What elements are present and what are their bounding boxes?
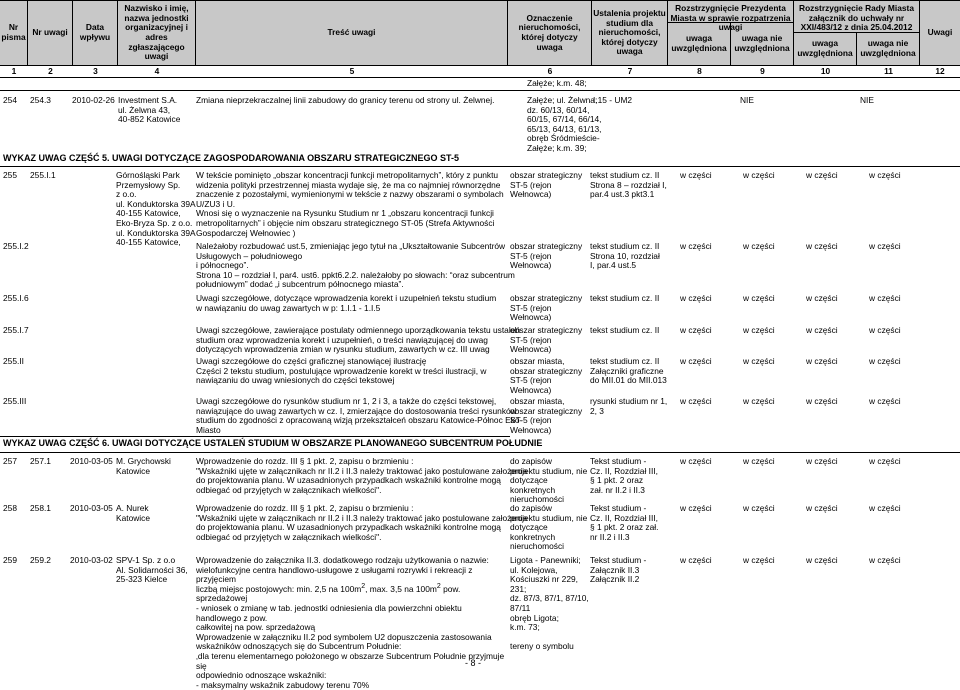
row255-2-rada-uwzgl: w części	[806, 241, 838, 251]
row255-II-prez-nieuwzgl: w części	[743, 356, 775, 366]
col-header-prez-nieuwzgl: uwaga nie uwzględniona	[731, 23, 794, 65]
row258-zglaszajacy: A. Nurek Katowice	[116, 503, 150, 523]
row255-rada-nieuwzgl: w części	[869, 170, 901, 180]
row254-nr-pisma: 254	[3, 95, 17, 105]
row259-sup-1: 2	[361, 582, 366, 590]
row259-nr-uwagi: 259.2	[30, 555, 51, 565]
row-separator	[0, 452, 960, 453]
row259-tresc	[196, 556, 508, 690]
row255-7-nr-uwagi: 255.I.7	[3, 325, 29, 335]
row255-prez-uwzgl: w części	[680, 170, 712, 180]
row255-zglaszajacy: Górnośląski Park Przemysłowy Sp. z o.o. ul. Konduktorska 39A 40-155 Katowice, Eko-Bryza Sp. z o.o. ul. Konduktorska 39A 40-155 Katowice,	[116, 170, 196, 248]
row259-oznaczenie: Ligota - Panewniki; ul. Kolejowa, Kościuszki nr 229, 231; dz. 87/3, 87/1, 87/10, 87/11 obręb Ligota; k.m. 73; tereny o symbolu	[510, 555, 589, 652]
row-separator	[0, 166, 960, 167]
col-num: 5	[349, 66, 355, 76]
row259-prez-nieuwzgl: w części	[743, 555, 775, 565]
col-header-nr-pisma: Nr pisma	[0, 1, 28, 65]
col-num: 2	[48, 66, 53, 76]
row259-ustalenia: Tekst studium - Załącznik II.3 Załącznik II.2	[590, 555, 647, 585]
col-header-rada-uwzgl: uwaga uwzględniona	[794, 33, 857, 65]
row259-sup-2: 2	[436, 582, 441, 590]
row255-6-ustalenia: tekst studium cz. II	[590, 293, 660, 303]
col-num: 12	[935, 66, 945, 76]
row255-7-tresc: Uwagi szczegółowe, zawierające postulaty odmiennego uporządkowania tekstu ustaleń studium oraz wprowadzenia korekt i uzupełnień, o treści nawiązującej do uwag dotyczących wprowadzenia zmian w rysunku studium, zawartych w cz. III uwag	[196, 325, 521, 355]
row255-III-rada-uwzgl: w części	[806, 396, 838, 406]
row255-III-prez-nieuwzgl: w części	[743, 396, 775, 406]
row259-tresc-post: pow. sprzedażowej - wniosek o zmianę w tab. jednostki odniesienia dla powierzchni obiektu handlowego z pow. całkowitej na pow. sprzedażową Wprowadzenie w załączniku II.2 pod symbolem U2 dopuszczenia zastosowania wskaźników odnoszących się do Subcentrum Południe: ‚dla terenu elementarnego położonego w obszarze Subcentrum Południe przyjmuje się odpowiednio odnoszące wskaźniki: - maksymalny wskaźnik zabudowy terenu 70%	[196, 583, 505, 690]
row259-zglaszajacy: SPV-1 Sp. z o.o Al. Solidarności 36, 25-323 Kielce	[116, 555, 188, 585]
row255-7-rada-uwzgl: w części	[806, 325, 838, 335]
col-header-rada: Rozstrzygnięcie Rady Miasta załącznik do uchwały nr XXI/483/12 z dnia 25.04.2012	[794, 1, 920, 33]
row259-data: 2010-03-02	[70, 555, 113, 565]
row255-6-oznaczenie: obszar strategiczny ST-5 (rejon Wełnowca)	[510, 293, 583, 323]
row255-6-prez-nieuwzgl: w części	[743, 293, 775, 303]
row255-6-tresc: Uwagi szczegółowe, dotyczące wprowadzenia korekt i uzupełnień tekstu studium w nawiązaniu do uwag zawartych w p: 1.I.1 - 1.I.5	[196, 293, 497, 313]
table-header	[0, 0, 960, 66]
row255-II-rada-nieuwzgl: w części	[869, 356, 901, 366]
row255-II-oznaczenie: obszar miasta, obszar strategiczny ST-5 (rejon Wełnowca)	[510, 356, 583, 395]
column-number-row	[0, 65, 960, 78]
col-header-ustalenia: Ustalenia projektu studium dla nieruchomości, której dotyczy uwaga	[592, 1, 668, 65]
row255-7-oznaczenie: obszar strategiczny ST-5 (rejon Wełnowca)	[510, 325, 583, 355]
row254-zglaszajacy: Investment S.A. ul. Żelwna 43, 40-852 Katowice	[118, 95, 181, 125]
row255-2-rada-nieuwzgl: w części	[869, 241, 901, 251]
row254-tresc: Zmiana nieprzekraczalnej linii zabudowy do granicy terenu od strony ul. Żelwnej.	[196, 95, 495, 105]
col-header-rada-nieuwzgl: uwaga nie uwzględniona	[857, 33, 920, 65]
row254-nr-uwagi: 254.3	[30, 95, 51, 105]
row258-nr-uwagi: 258.1	[30, 503, 51, 513]
col-header-prez-uwzgl: uwaga uwzględniona	[668, 23, 731, 65]
row255-7-prez-uwzgl: w części	[680, 325, 712, 335]
row255-2-tresc: Należałoby rozbudować ust.5, zmieniając jego tytuł na „Ukształtowanie Subcentrów Usługowych – południowego i północnego”. Strona 10 – rozdział I, par4. ust6. ppkt6.2.2. należałoby po słowach: “oraz subcentrum południowym” dodać „i subcentrum północnego miasta”.	[196, 241, 515, 290]
row255-III-nr-uwagi: 255.III	[3, 396, 27, 406]
row257-ustalenia: Tekst studium - Cz. II, Rozdział III, § 1 pkt. 2 oraz zał. nr II.2 i II.3	[590, 456, 658, 495]
section-heading-6: WYKAZ UWAG CZĘŚĆ 6. UWAGI DOTYCZĄCE USTALEŃ STUDIUM W OBSZARZE PLANOWANEGO SUBCENTRUM POŁUDNIE	[3, 438, 543, 448]
row259-rada-nieuwzgl: w części	[869, 555, 901, 565]
col-num: 7	[627, 66, 633, 76]
row255-III-ustalenia: rysunki studium nr 1, 2, 3	[590, 396, 668, 416]
row254-oznaczenie-top: Załęże; k.m. 48;	[527, 78, 587, 88]
row255-III-rada-nieuwzgl: w części	[869, 396, 901, 406]
page-number: - 8 -	[465, 658, 482, 668]
row255-6-prez-uwzgl: w części	[680, 293, 712, 303]
row255-rada-uwzgl: w części	[806, 170, 838, 180]
row259-rada-uwzgl: w części	[806, 555, 838, 565]
col-num: 8	[697, 66, 702, 76]
row255-II-nr-uwagi: 255.II	[3, 356, 24, 366]
row255-II-ustalenia: tekst studium cz. II Załączniki graficzne do MII.01 do MII.013	[590, 356, 667, 386]
row257-nr-pisma: 257	[3, 456, 17, 466]
row255-2-prez-uwzgl: w części	[680, 241, 712, 251]
row255-7-rada-nieuwzgl: w części	[869, 325, 901, 335]
col-header-oznaczenie: Oznaczenie nieruchomości, której dotyczy uwaga	[508, 1, 592, 65]
row258-rada-nieuwzgl: w części	[869, 503, 901, 513]
row259-prez-uwzgl: w części	[680, 555, 712, 565]
row255-6-rada-uwzgl: w części	[806, 293, 838, 303]
col-header-tresc: Treść uwagi	[196, 1, 508, 65]
col-num: 11	[884, 66, 893, 76]
row255-III-prez-uwzgl: w części	[680, 396, 712, 406]
col-num: 4	[154, 66, 160, 76]
row258-prez-uwzgl: w części	[680, 503, 712, 513]
row254-rada-nie: NIE	[860, 95, 874, 105]
col-header-nr-uwagi: Nr uwagi	[28, 1, 73, 65]
row254-oznaczenie: Załęże; ul. Żelwna; dz. 60/13, 60/14, 60/15, 67/14, 66/14, 65/13, 64/13, 61/13, obręb Śródmieście- Załęże; k.m. 39;	[527, 95, 602, 153]
col-header-data-wplywu: Data wpływu	[73, 1, 118, 65]
row255-tresc: W tekście pominięto „obszar koncentracji funkcji metropolitarnych”, który z punktu widzenia polityki przestrzennej miasta wydaje się, że ma co najmniej równorzędne znaczenie z pozostałymi, wymienionymi w tekście z nazwy obszarami o symbolach U/ZU3 i U. Wnosi się o wyznaczenie na Rysunku Studium nr 1 „obszaru koncentracji funkcji metropolitarnych” i objęcie nim obszaru strategicznego ST-05 (Strefa Aktywności Gospodarczej Wełnowiec )	[196, 170, 504, 238]
row255-prez-nieuwzgl: w części	[743, 170, 775, 180]
row255-III-tresc: Uwagi szczegółowe do rysunków studium nr 1, 2 i 3, a także do części tekstowej, nawiązujące do uwag zawartych w cz. I, zmierzające do dostosowania treści rysunków studium do zgodności z opracowaną wizją przekształceń obszaru Katowice-Północ Eko- Miasto	[196, 396, 523, 435]
row255-oznaczenie: obszar strategiczny ST-5 (rejon Wełnowca)	[510, 170, 583, 200]
row255-II-rada-uwzgl: w części	[806, 356, 838, 366]
row259-tresc-mid: , max. 3,5 na 100m	[365, 583, 437, 594]
row255-7-ustalenia: tekst studium cz. II	[590, 325, 660, 335]
row259-tresc-pre: Wprowadzenie do załącznika II.3. dodatkowego rodzaju użytkowania o nazwie: wielofunkcyjne centra handlowo-usługowe z usługami rozrywki i rekreacji z przyjęciem liczbą miejsc postojowych: min. 2,5 na 100m	[196, 555, 489, 594]
col-header-uwagi: Uwagi	[927, 27, 953, 38]
row-separator	[0, 90, 960, 91]
col-num: 1	[11, 66, 17, 76]
row254-data: 2010-02-26	[72, 95, 115, 105]
row258-oznaczenie: do zapisów projektu studium, nie dotyczące konkretnych nieruchomości	[510, 503, 588, 552]
row255-ustalenia: tekst studium cz. II Strona 8 – rozdział I, par.4 ust.3 pkt3.1	[590, 170, 667, 200]
row257-prez-uwzgl: w części	[680, 456, 712, 466]
row257-prez-nieuwzgl: w części	[743, 456, 775, 466]
col-num: 10	[820, 66, 831, 76]
row254-prez-nie: NIE	[740, 95, 754, 105]
row255-6-nr-uwagi: 255.I.6	[3, 293, 29, 303]
row254-ustalenia: I.15 - UM2	[593, 95, 633, 105]
row258-ustalenia: Tekst studium - Cz. II, Rozdział III, § 1 pkt. 2 oraz zał. nr II.2 i II.3	[590, 503, 659, 542]
col-header-zglaszajacy: Nazwisko i imię, nazwa jednostki organizacyjnej i adres zgłaszającego uwagi	[118, 1, 196, 65]
row258-prez-nieuwzgl: w części	[743, 503, 775, 513]
row255-2-prez-nieuwzgl: w części	[743, 241, 775, 251]
row257-rada-nieuwzgl: w części	[869, 456, 901, 466]
col-num: 3	[93, 66, 98, 76]
row255-2-oznaczenie: obszar strategiczny ST-5 (rejon Wełnowca)	[510, 241, 583, 271]
row255-2-ustalenia: tekst studium cz. II Strona 10, rozdział I, par.4 ust.5	[590, 241, 660, 271]
row-separator	[0, 436, 510, 437]
row258-data: 2010-03-05	[70, 503, 113, 513]
row259-nr-pisma: 259	[3, 555, 17, 565]
row255-III-oznaczenie: obszar miasta, obszar strategiczny ST-5 (rejon Wełnowca)	[510, 396, 583, 435]
row257-tresc: Wprowadzenie do rozdz. III § 1 pkt. 2, zapisu o brzmieniu : "Wskaźniki ujęte w załącznikach nr II.2 i II.3 należy traktować jako postulowane założenia do projektowania planu. W uzasadnionych przypadkach wskaźniki kontrolne mogą odbiegać od przyjętych w załącznikach wielkości".	[196, 456, 528, 495]
row255-II-tresc: Uwagi szczegółowe do części graficznej stanowiącej ilustrację Części 2 tekstu studium, postulujące wprowadzenie korekt w treści ilustracji, w nawiązaniu do uwag wniesionych do części tekstowej	[196, 356, 487, 386]
row257-data: 2010-03-05	[70, 456, 113, 466]
row258-nr-pisma: 258	[3, 503, 17, 513]
row255-nr-uwagi: 255.I.1	[30, 170, 56, 180]
row255-6-rada-nieuwzgl: w części	[869, 293, 901, 303]
section-heading-5: WYKAZ UWAG CZĘŚĆ 5. UWAGI DOTYCZĄCE ZAGOSPODAROWANIA OBSZARU STRATEGICZNEGO ST-5	[3, 153, 460, 163]
row258-rada-uwzgl: w części	[806, 503, 838, 513]
col-num: 6	[547, 66, 553, 76]
col-header-prezydent: Rozstrzygnięcie Prezydenta Miasta w sprawie rozpatrzenia uwagi	[668, 1, 794, 23]
row257-rada-uwzgl: w części	[806, 456, 838, 466]
row257-nr-uwagi: 257.1	[30, 456, 51, 466]
col-num: 9	[760, 66, 765, 76]
row255-2-nr-uwagi: 255.I.2	[3, 241, 29, 251]
row257-oznaczenie: do zapisów projektu studium, nie dotyczące konkretnych nieruchomości	[510, 456, 588, 505]
row257-zglaszajacy: M. Grychowski Katowice	[116, 456, 171, 476]
row255-7-prez-nieuwzgl: w części	[743, 325, 775, 335]
row258-tresc: Wprowadzenie do rozdz. III § 1 pkt. 2, zapisu o brzmieniu : "Wskaźniki ujęte w załącznikach nr II.2 i II.3 należy traktować jako postulowane założenia do projektowania planu. W uzasadnionych przypadkach wskaźniki kontrolne mogą odbiegać od przyjętych w załącznikach wielkości".	[196, 503, 528, 542]
row255-II-prez-uwzgl: w części	[680, 356, 712, 366]
row255-nr-pisma: 255	[3, 170, 17, 180]
